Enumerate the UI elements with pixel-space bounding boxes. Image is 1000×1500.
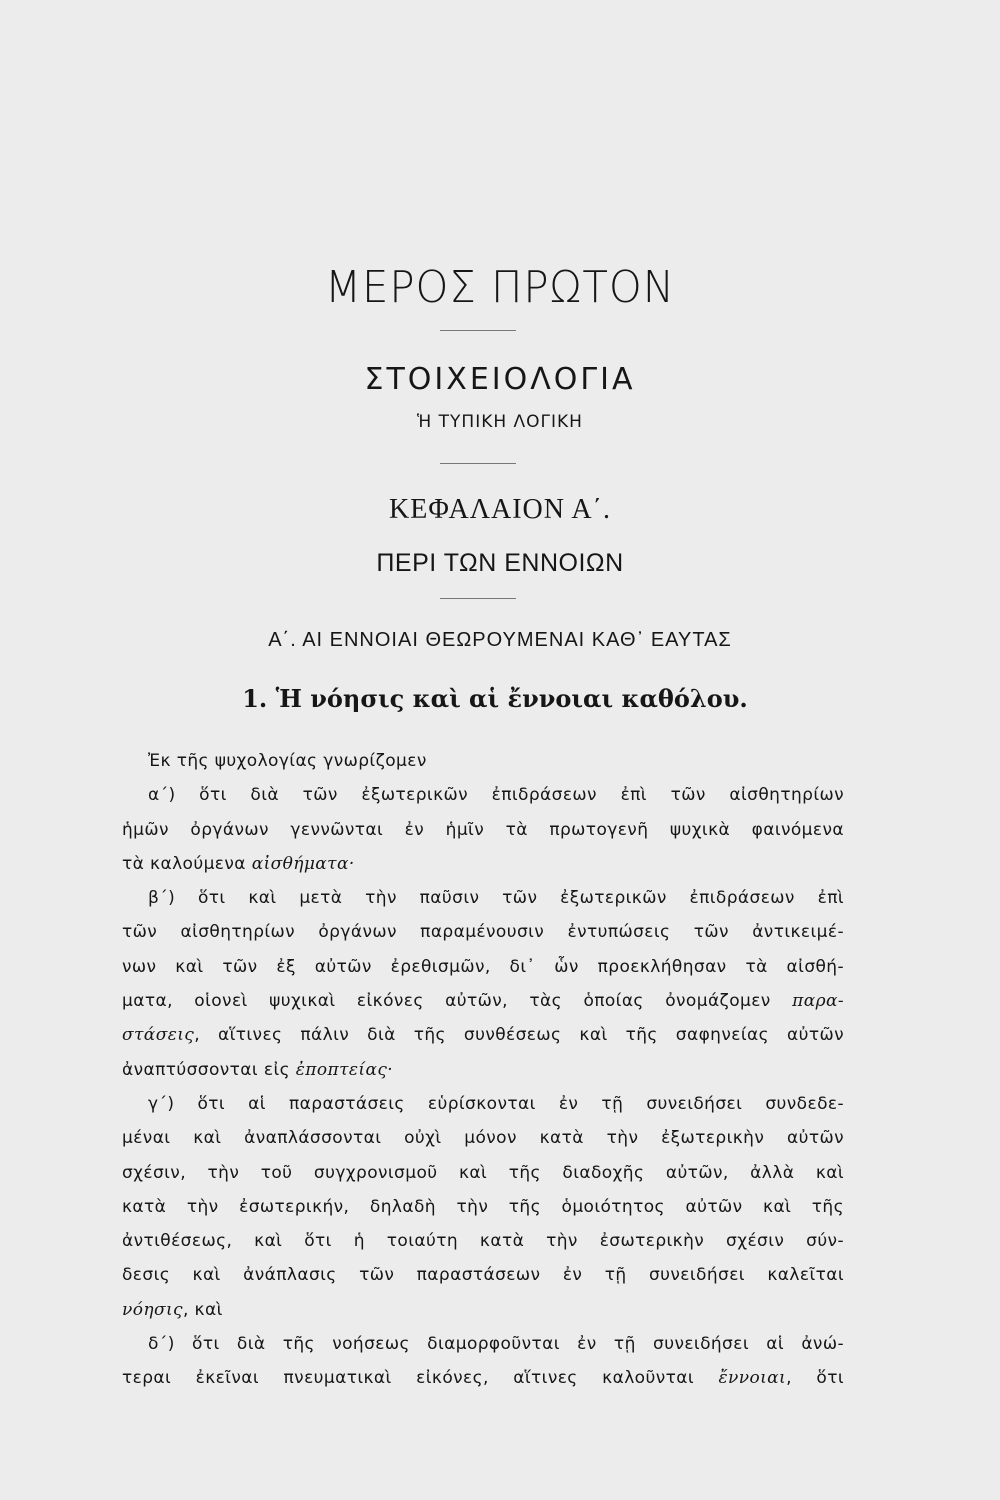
text-line	[122, 1327, 844, 1361]
text-line	[122, 1087, 844, 1121]
text-run: σχέσιν, τὴν τοῦ συγχρονισμοῦ καὶ τῆς διαδοχῆς αὐτῶν, ἀλλὰ καὶ	[122, 1162, 844, 1183]
text-run: τῶν αἰσθητηρίων ὀργάνων παραμένουσιν ἐντυπώσεις τῶν ἀντικειμέ-	[122, 922, 844, 943]
text-run: μέναι καὶ ἀναπλάσσονται οὐχὶ μόνον κατὰ τὴν ἐξωτερικὴν αὐτῶν	[122, 1128, 844, 1149]
text-line	[122, 1190, 844, 1224]
text-run: Ἐκ τῆς ψυχολογίας γνωρίζομεν	[148, 751, 427, 771]
subsection-heading: 1. Ἡ νόησις καὶ αἱ ἔννοιαι καθόλου.	[242, 684, 748, 713]
term-noisis: νόησις	[122, 1299, 183, 1320]
term-parastaseis: παρα-	[792, 991, 844, 1012]
chapter-title: ΚΕΦΑΛΑΙΟΝ Α΄.	[389, 494, 611, 525]
term-ennoiai: ἔννοιαι	[718, 1368, 787, 1389]
text-line	[122, 778, 844, 812]
text-run: , ὅτι	[786, 1368, 844, 1389]
text-line	[122, 1293, 844, 1327]
text-run: ἀντιθέσεως, καὶ ὅτι ἡ τοιαύτη κατὰ τὴν ἐσωτερικὴν σχέσιν σύν-	[122, 1231, 844, 1252]
text-line	[122, 1156, 844, 1190]
text-line	[122, 1121, 844, 1155]
text-line	[122, 744, 844, 778]
chapter-subtitle: ΠΕΡΙ ΤΩΝ ΕΝΝΟΙΩΝ	[376, 549, 624, 577]
text-run: β΄) ὅτι καὶ μετὰ τὴν παῦσιν τῶν ἐξωτερικῶν ἐπιδράσεων ἐπὶ	[148, 888, 844, 909]
term-aisthimata: αἰσθήματα·	[251, 853, 355, 874]
body-text	[122, 744, 844, 1396]
text-line	[122, 1361, 844, 1395]
part-title: ΜΕΡΟΣ ΠΡΩΤΟΝ	[325, 262, 675, 313]
subsubtitle: Ἡ ΤΥΠΙΚΗ ΛΟΓΙΚΗ	[417, 412, 583, 432]
text-run: τὰ καλούμενα	[122, 853, 252, 874]
text-line	[122, 847, 844, 881]
text-line	[122, 950, 844, 984]
text-run: ἡμῶν ὀργάνων γεννῶνται ἐν ἡμῖν τὰ πρωτογενῆ ψυχικὰ φαινόμενα	[122, 819, 844, 840]
text-run: δεσις καὶ ἀνάπλασις τῶν παραστάσεων ἐν τῇ συνειδήσει καλεῖται	[122, 1265, 844, 1286]
divider-rule-2	[440, 463, 516, 464]
divider-rule-1	[440, 330, 516, 331]
text-run: νων καὶ τῶν ἐξ αὐτῶν ἐρεθισμῶν, δι᾽ ὧν προεκλήθησαν τὰ αἰσθή-	[122, 956, 844, 977]
text-run: ματα, οἱονεὶ ψυχικαὶ εἰκόνες αὐτῶν, τὰς ὁποίας ὀνομάζομεν	[122, 991, 793, 1012]
text-line	[122, 915, 844, 949]
text-line	[122, 1258, 844, 1292]
text-line	[122, 984, 844, 1018]
text-run: ἀναπτύσσονται εἰς	[122, 1059, 296, 1080]
text-run: δ΄) ὅτι διὰ τῆς νοήσεως διαμορφοῦνται ἐν τῇ συνειδήσει αἱ ἀνώ-	[148, 1334, 844, 1355]
term-epopteias: ἐποπτείας·	[295, 1059, 394, 1080]
section-heading: Α΄. ΑΙ ΕΝΝΟΙΑΙ ΘΕΩΡΟΥΜΕΝΑΙ ΚΑΘ᾽ ΕΑΥΤΑΣ	[268, 629, 732, 651]
text-run: , καὶ	[182, 1299, 223, 1320]
subtitle: ΣΤΟΙΧΕΙΟΛΟΓΙΑ	[364, 362, 636, 397]
text-run: κατὰ τὴν ἐσωτερικήν, δηλαδὴ τὴν τῆς ὁμοιότητος αὐτῶν καὶ τῆς	[122, 1196, 844, 1217]
text-line	[122, 1053, 844, 1087]
term-parastaseis: στάσεις	[122, 1025, 195, 1046]
text-run: α΄) ὅτι διὰ τῶν ἐξωτερικῶν ἐπιδράσεων ἐπὶ τῶν αἰσθητηρίων	[148, 785, 844, 806]
text-run: γ΄) ὅτι αἱ παραστάσεις εὑρίσκονται ἐν τῇ συνειδήσει συνδεδε-	[148, 1093, 844, 1114]
text-line	[122, 1224, 844, 1258]
text-line	[122, 813, 844, 847]
text-line	[122, 881, 844, 915]
divider-rule-3	[440, 598, 516, 599]
text-run: , αἵτινες πάλιν διὰ τῆς συνθέσεως καὶ τῆς σαφηνείας αὐτῶν	[194, 1025, 844, 1046]
text-line	[122, 1018, 844, 1052]
text-run: τεραι ἐκεῖναι πνευματικαὶ εἰκόνες, αἵτινες καλοῦνται	[122, 1368, 719, 1389]
